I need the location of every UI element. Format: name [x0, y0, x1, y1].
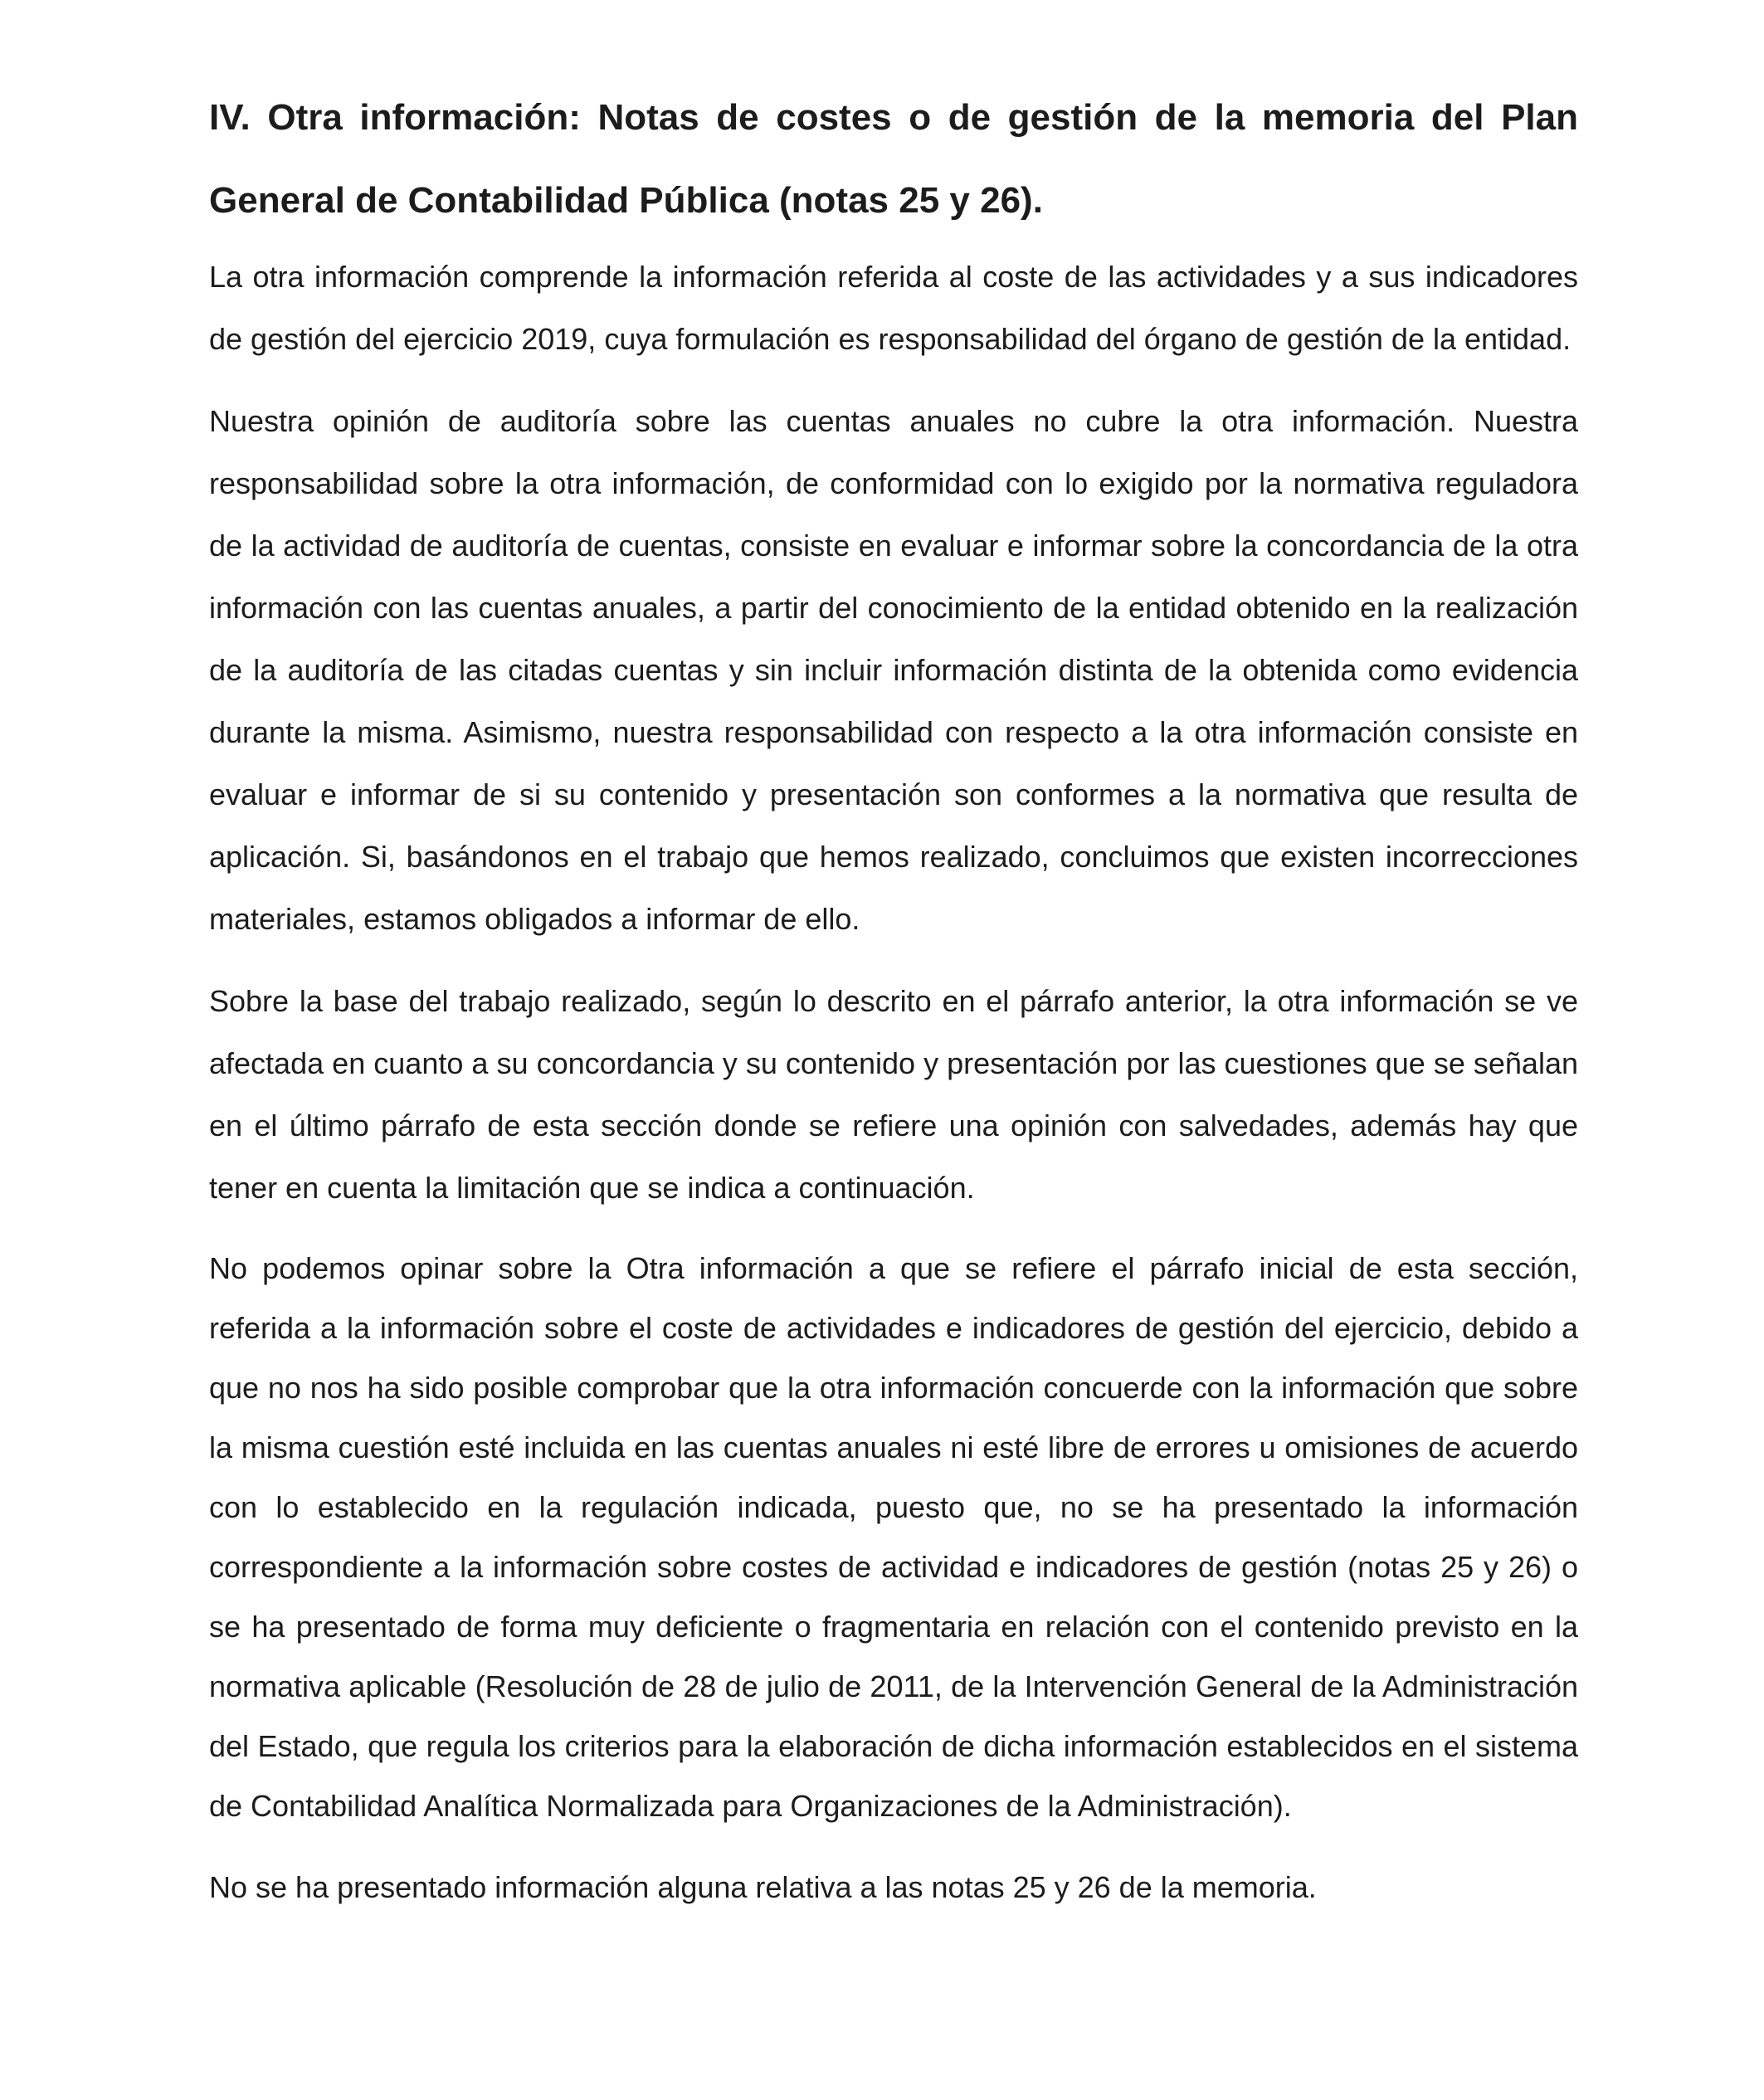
paragraph-scope: La otra información comprende la información referida al coste de las actividades y a sus indicadores de gestión del ejercicio 2019, cuya formulación es responsabilidad del órgano de gestión de la entidad. [209, 260, 1578, 356]
paragraph-responsibility: Nuestra opinión de auditoría sobre las cuentas anuales no cubre la otra información. Nuestra responsabilidad sobre la otra información, de conformidad con lo exigido por la normativa reguladora de la actividad de auditoría de cuentas, consiste en evaluar e informar sobre la concordancia de la otra información con las cuentas anuales, a partir del conocimiento de la entidad obtenido en la realización de la auditoría de las citadas cuentas y sin incluir información distinta de la obtenida como evidencia durante la misma. Asimismo, nuestra responsabilidad con respecto a la otra información consiste en evaluar e informar de si su contenido y presentación son conformes a la normativa que resulta de aplicación. Si, basándonos en el trabajo que hemos realizado, concluimos que existen incorrecciones materiales, estamos obligados a informar de ello. [209, 404, 1578, 936]
section-heading: IV. Otra información: Notas de costes o de gestión de la memoria del Plan General de Contabilidad Pública (notas 25 y 26). [209, 97, 1578, 221]
paragraph-conclusion: No se ha presentado información alguna relativa a las notas 25 y 26 de la memoria. [209, 1870, 1317, 1904]
document-page [209, 76, 1578, 1938]
paragraph-findings: Sobre la base del trabajo realizado, según lo descrito en el párrafo anterior, la otra información se ve afectada en cuanto a su concordancia y su contenido y presentación por las cuestiones que se señalan en el último párrafo de esta sección donde se refiere una opinión con salvedades, además hay que tener en cuenta la limitación que se indica a continuación. [209, 984, 1578, 1205]
paragraph-limitation: No podemos opinar sobre la Otra información a que se refiere el párrafo inicial de esta sección, referida a la información sobre el coste de actividades e indicadores de gestión del ejercicio, debido a que no nos ha sido posible comprobar que la otra información concuerde con la información que sobre la misma cuestión esté incluida en las cuentas anuales ni esté libre de errores u omisiones de acuerdo con lo establecido en la regulación indicada, puesto que, no se ha presentado la información correspondiente a la información sobre costes de actividad e indicadores de gestión (notas 25 y 26) o se ha presentado de forma muy deficiente o fragmentaria en relación con el contenido previsto en la normativa aplicable (Resolución de 28 de julio de 2011, de la Intervención General de la Administración del Estado, que regula los criterios para la elaboración de dicha información establecidos en el sistema de Contabilidad Analítica Normalizada para Organizaciones de la Administración). [209, 1251, 1578, 1823]
